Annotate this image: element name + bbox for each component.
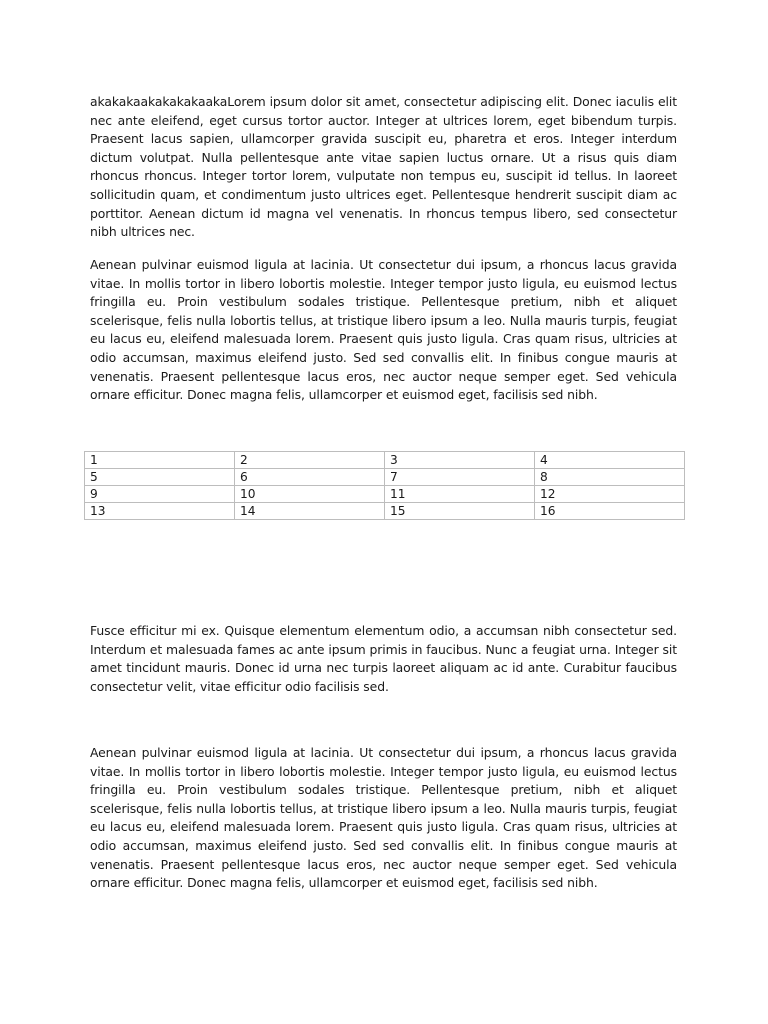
paragraph-4: Aenean pulvinar euismod ligula at lacinia. Ut consectetur dui ipsum, a rhoncus lacus gravida vitae. In mollis tortor in libero lobortis molestie. Integer tempor justo ligula, eu euismod lectus fringilla eu. Proin vestibulum sodales tristique. Pellentesque pretium, nibh et aliquet scelerisque, felis nulla lobortis tellus, at tristique libero ipsum a leo. Nulla mauris turpis, feugiat eu lacus eu, eleifend malesuada lorem. Praesent quis justo ligula. Cras quam risus, ultricies at odio accumsan, maximus eleifend justo. Sed sed convallis elit. In finibus congue mauris at venenatis. Praesent pellentesque lacus eros, nec auctor neque semper eget. Sed vehicula ornare efficitur. Donec magna felis, ullamcorper et euismod eget, facilisis sed nibh. [90, 745, 677, 891]
table-cell: 15 [385, 503, 535, 520]
table-cell: 9 [85, 486, 235, 503]
number-table [84, 451, 685, 520]
table-cell: 12 [535, 486, 685, 503]
table-cell: 5 [85, 469, 235, 486]
paragraph-3: Fusce efficitur mi ex. Quisque elementum elementum odio, a accumsan nibh consectetur sed. Interdum et malesuada fames ac ante ipsum primis in faucibus. Nunc a feugiat urna. Integer sit amet tincidunt mauris. Donec id urna nec turpis laoreet aliquam ac id ante. Curabitur faucibus consectetur velit, vitae efficitur odio facilisis sed. [90, 623, 677, 694]
table-row [85, 486, 685, 503]
table-cell: 3 [385, 452, 535, 469]
table-row [85, 503, 685, 520]
table-cell: 6 [235, 469, 385, 486]
table-cell: 11 [385, 486, 535, 503]
paragraph-1: akakakaakakakakaakaLorem ipsum dolor sit amet, consectetur adipiscing elit. Donec iaculis elit nec ante eleifend, eget cursus tortor auctor. Integer at ultrices lorem, eget bibendum turpis. Praesent lacus sapien, ullamcorper gravida suscipit eu, pharetra et eros. Integer interdum dictum volutpat. Nulla pellentesque ante vitae sapien luctus ornare. Ut a risus quis diam rhoncus rhoncus. Integer tortor lorem, vulputate non tempus eu, suscipit id tellus. In laoreet sollicitudin quam, et condimentum justo ultrices eget. Pellentesque hendrerit suscipit diam ac porttitor. Aenean dictum id magna vel venenatis. In rhoncus tempus libero, sed consectetur nibh ultrices nec. [90, 94, 677, 240]
table-cell: 10 [235, 486, 385, 503]
table-cell: 2 [235, 452, 385, 469]
table-cell: 13 [85, 503, 235, 520]
paragraph-2: Aenean pulvinar euismod ligula at lacinia. Ut consectetur dui ipsum, a rhoncus lacus gravida vitae. In mollis tortor in libero lobortis molestie. Integer tempor justo ligula, eu euismod lectus fringilla eu. Proin vestibulum sodales tristique. Pellentesque pretium, nibh et aliquet scelerisque, felis nulla lobortis tellus, at tristique libero ipsum a leo. Nulla mauris turpis, feugiat eu lacus eu, eleifend malesuada lorem. Praesent quis justo ligula. Cras quam risus, ultricies at odio accumsan, maximus eleifend justo. Sed sed convallis elit. In finibus congue mauris at venenatis. Praesent pellentesque lacus eros, nec auctor neque semper eget. Sed vehicula ornare efficitur. Donec magna felis, ullamcorper et euismod eget, facilisis sed nibh. [90, 257, 677, 403]
table-cell: 14 [235, 503, 385, 520]
table-row [85, 452, 685, 469]
table-cell: 1 [85, 452, 235, 469]
table-row [85, 469, 685, 486]
table-cell: 7 [385, 469, 535, 486]
table-cell: 16 [535, 503, 685, 520]
table-cell: 8 [535, 469, 685, 486]
table-cell: 4 [535, 452, 685, 469]
